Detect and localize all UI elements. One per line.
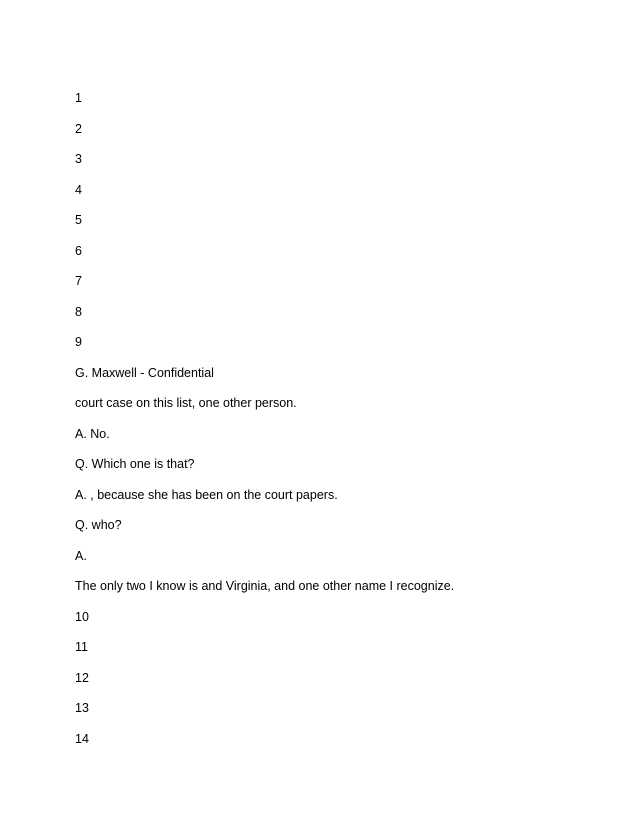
- line-number: 12: [75, 671, 89, 685]
- line-number: 4: [75, 183, 82, 197]
- transcript-line: Q. who?: [75, 518, 122, 532]
- transcript-line: A.: [75, 549, 87, 563]
- transcript-line: court case on this list, one other person.: [75, 396, 297, 410]
- line-number: 9: [75, 335, 82, 349]
- document-header: G. Maxwell - Confidential: [75, 366, 214, 380]
- line-number: 1: [75, 91, 82, 105]
- line-number: 11: [75, 640, 88, 654]
- line-number: 14: [75, 732, 89, 746]
- line-number: 6: [75, 244, 82, 258]
- line-number: 2: [75, 122, 82, 136]
- transcript-line: The only two I know is and Virginia, and one other name I recognize.: [75, 579, 455, 593]
- transcript-line: A. , because she has been on the court papers.: [75, 488, 338, 502]
- line-number: 3: [75, 152, 82, 166]
- line-number: 5: [75, 213, 82, 227]
- line-number: 7: [75, 274, 82, 288]
- transcript-line: A. No.: [75, 427, 110, 441]
- transcript-line: Q. Which one is that?: [75, 457, 195, 471]
- line-number: 13: [75, 701, 89, 715]
- line-number: 8: [75, 305, 82, 319]
- line-number: 10: [75, 610, 89, 624]
